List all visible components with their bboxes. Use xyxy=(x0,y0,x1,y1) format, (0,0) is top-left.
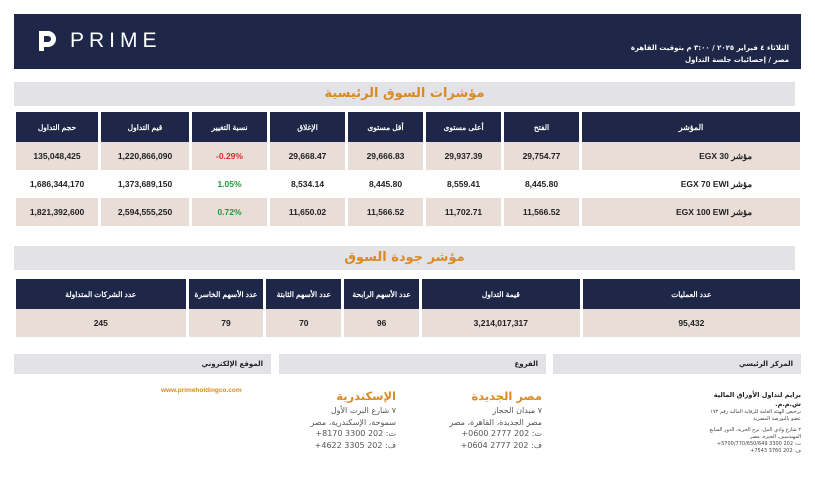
change-value: 1.05% xyxy=(217,179,242,189)
hq-fax: ف: 202 3760 7543+ xyxy=(750,448,801,454)
close-value: 8,534.14 xyxy=(290,179,325,189)
hq-line: عضو بالبورصة المصرية xyxy=(753,416,801,422)
table-row xyxy=(16,170,800,198)
index-name: مؤشر EGX 70 EWI xyxy=(680,178,752,189)
low-value: 11,566.52 xyxy=(348,198,423,226)
trade-volume: 1,821,392,600 xyxy=(16,198,98,226)
brand-name: PRIME xyxy=(70,29,162,52)
trade-volume: 1,686,344,170 xyxy=(29,179,85,189)
close-value: 11,650.02 xyxy=(270,198,345,226)
website-link[interactable]: www.primeholdingco.com xyxy=(161,387,242,394)
hq-line: ترخيص الهيئة العامة للرقابة المالية رقم ١٧٢ xyxy=(710,409,801,415)
open-value: 29,754.77 xyxy=(504,142,579,170)
report-subtitle: مصر / إحصائيات جلسة التداول xyxy=(684,56,789,64)
col-low: أقل مستوى xyxy=(348,112,423,142)
high-value: 11,702.71 xyxy=(426,198,501,226)
branch-address-line: ٧ شارع البرت الأول xyxy=(330,406,396,415)
change-value: 0.72% xyxy=(192,198,267,226)
indices-header-row xyxy=(16,112,800,142)
branch-fax: ف: 202 2777 0604+ xyxy=(460,440,542,450)
quality-section-title: مؤشر جودة السوق xyxy=(14,246,795,270)
prime-logo-icon xyxy=(36,29,58,53)
hq-label-bar: المركز الرئيسي xyxy=(553,354,801,374)
table-row xyxy=(16,309,800,337)
branch-address-line: مصر الجديدة، القاهرة، مصر xyxy=(449,417,542,427)
col-open: الفتح xyxy=(504,112,579,142)
change-value: -0.29% xyxy=(192,142,267,170)
col-losers: عدد الأسهم الخاسرة xyxy=(189,279,264,309)
branch-phone: ت: 202 2777 0600+ xyxy=(461,429,542,438)
close-value: 29,668.47 xyxy=(270,142,345,170)
transactions-value: 95,432 xyxy=(583,309,800,337)
traded-companies-value: 245 xyxy=(16,309,186,337)
branches-label-bar: الفروع xyxy=(279,354,546,374)
col-unchanged: عدد الأسهم الثابتة xyxy=(266,279,341,309)
table-row xyxy=(16,198,800,226)
col-trade-value: قيمة التداول xyxy=(422,279,580,309)
hq-line: ٢ شارع وادي النيل، برج الحرية، الدور السابع xyxy=(709,427,801,433)
report-header xyxy=(14,14,801,69)
open-value: 11,566.52 xyxy=(504,198,579,226)
branch-fax: ف: 202 3305 4622+ xyxy=(314,440,396,450)
col-traded-companies: عدد الشركات المتداولة xyxy=(16,279,186,309)
trade-value: 2,594,555,250 xyxy=(101,198,189,226)
col-index: المؤشر xyxy=(582,112,800,142)
col-close: الإغلاق xyxy=(270,112,345,142)
trade-value: 1,220,866,090 xyxy=(101,142,189,170)
losers-value: 79 xyxy=(189,309,264,337)
company-name: برايم لتداول الأوراق المالية ش.م.م. xyxy=(713,391,801,408)
branch-phone: ت: 202 3300 8170+ xyxy=(315,429,396,438)
website-label-bar: الموقع الإلكتروني xyxy=(14,354,271,374)
high-value: 29,937.39 xyxy=(426,142,501,170)
low-value: 29,666.83 xyxy=(348,142,423,170)
open-value: 8,445.80 xyxy=(524,179,559,189)
index-name: مؤشر EGX 100 EWI xyxy=(582,198,800,226)
trade-volume: 135,048,425 xyxy=(16,142,98,170)
quality-header-row xyxy=(16,279,800,309)
branch-address-line: سموحة، الإسكندرية، مصر xyxy=(310,417,396,427)
quality-table xyxy=(13,279,803,337)
col-change: نسبة التغيير xyxy=(192,112,267,142)
branch-alexandria xyxy=(290,388,396,451)
headquarters-info xyxy=(693,391,801,455)
report-date: الثلاثاء ٤ فبراير ٢٠٢٥ / ٣:٠٠ م بتوقيت القاهرة xyxy=(630,44,789,52)
col-transactions: عدد العمليات xyxy=(583,279,800,309)
branch-address-line: ٧ ميدان الحجاز xyxy=(492,406,542,415)
branch-new-cairo xyxy=(428,388,542,451)
high-value: 8,559.41 xyxy=(446,179,481,189)
trade-value: 1,373,689,150 xyxy=(117,179,173,189)
indices-table xyxy=(13,112,803,226)
col-value: قيم التداول xyxy=(101,112,189,142)
table-row xyxy=(16,142,800,170)
low-value: 8,445.80 xyxy=(368,179,403,189)
branch-name: مصر الجديدة xyxy=(471,389,542,403)
indices-section-title: مؤشرات السوق الرئيسية xyxy=(14,82,795,106)
trade-value-total: 3,214,017,317 xyxy=(422,309,580,337)
col-gainers: عدد الأسهم الرابحة xyxy=(344,279,419,309)
branch-name: الإسكندرية xyxy=(336,389,396,403)
gainers-value: 96 xyxy=(344,309,419,337)
unchanged-value: 70 xyxy=(266,309,341,337)
hq-phone: ت: 202 3300 5700/770/650/649+ xyxy=(716,441,801,447)
report-meta xyxy=(631,42,789,66)
col-volume: حجم التداول xyxy=(16,112,98,142)
brand-logo xyxy=(36,29,162,53)
hq-line: المهندسين، الجيزة، مصر xyxy=(750,434,801,440)
index-name: مؤشر EGX 30 xyxy=(582,142,800,170)
col-high: أعلى مستوى xyxy=(426,112,501,142)
